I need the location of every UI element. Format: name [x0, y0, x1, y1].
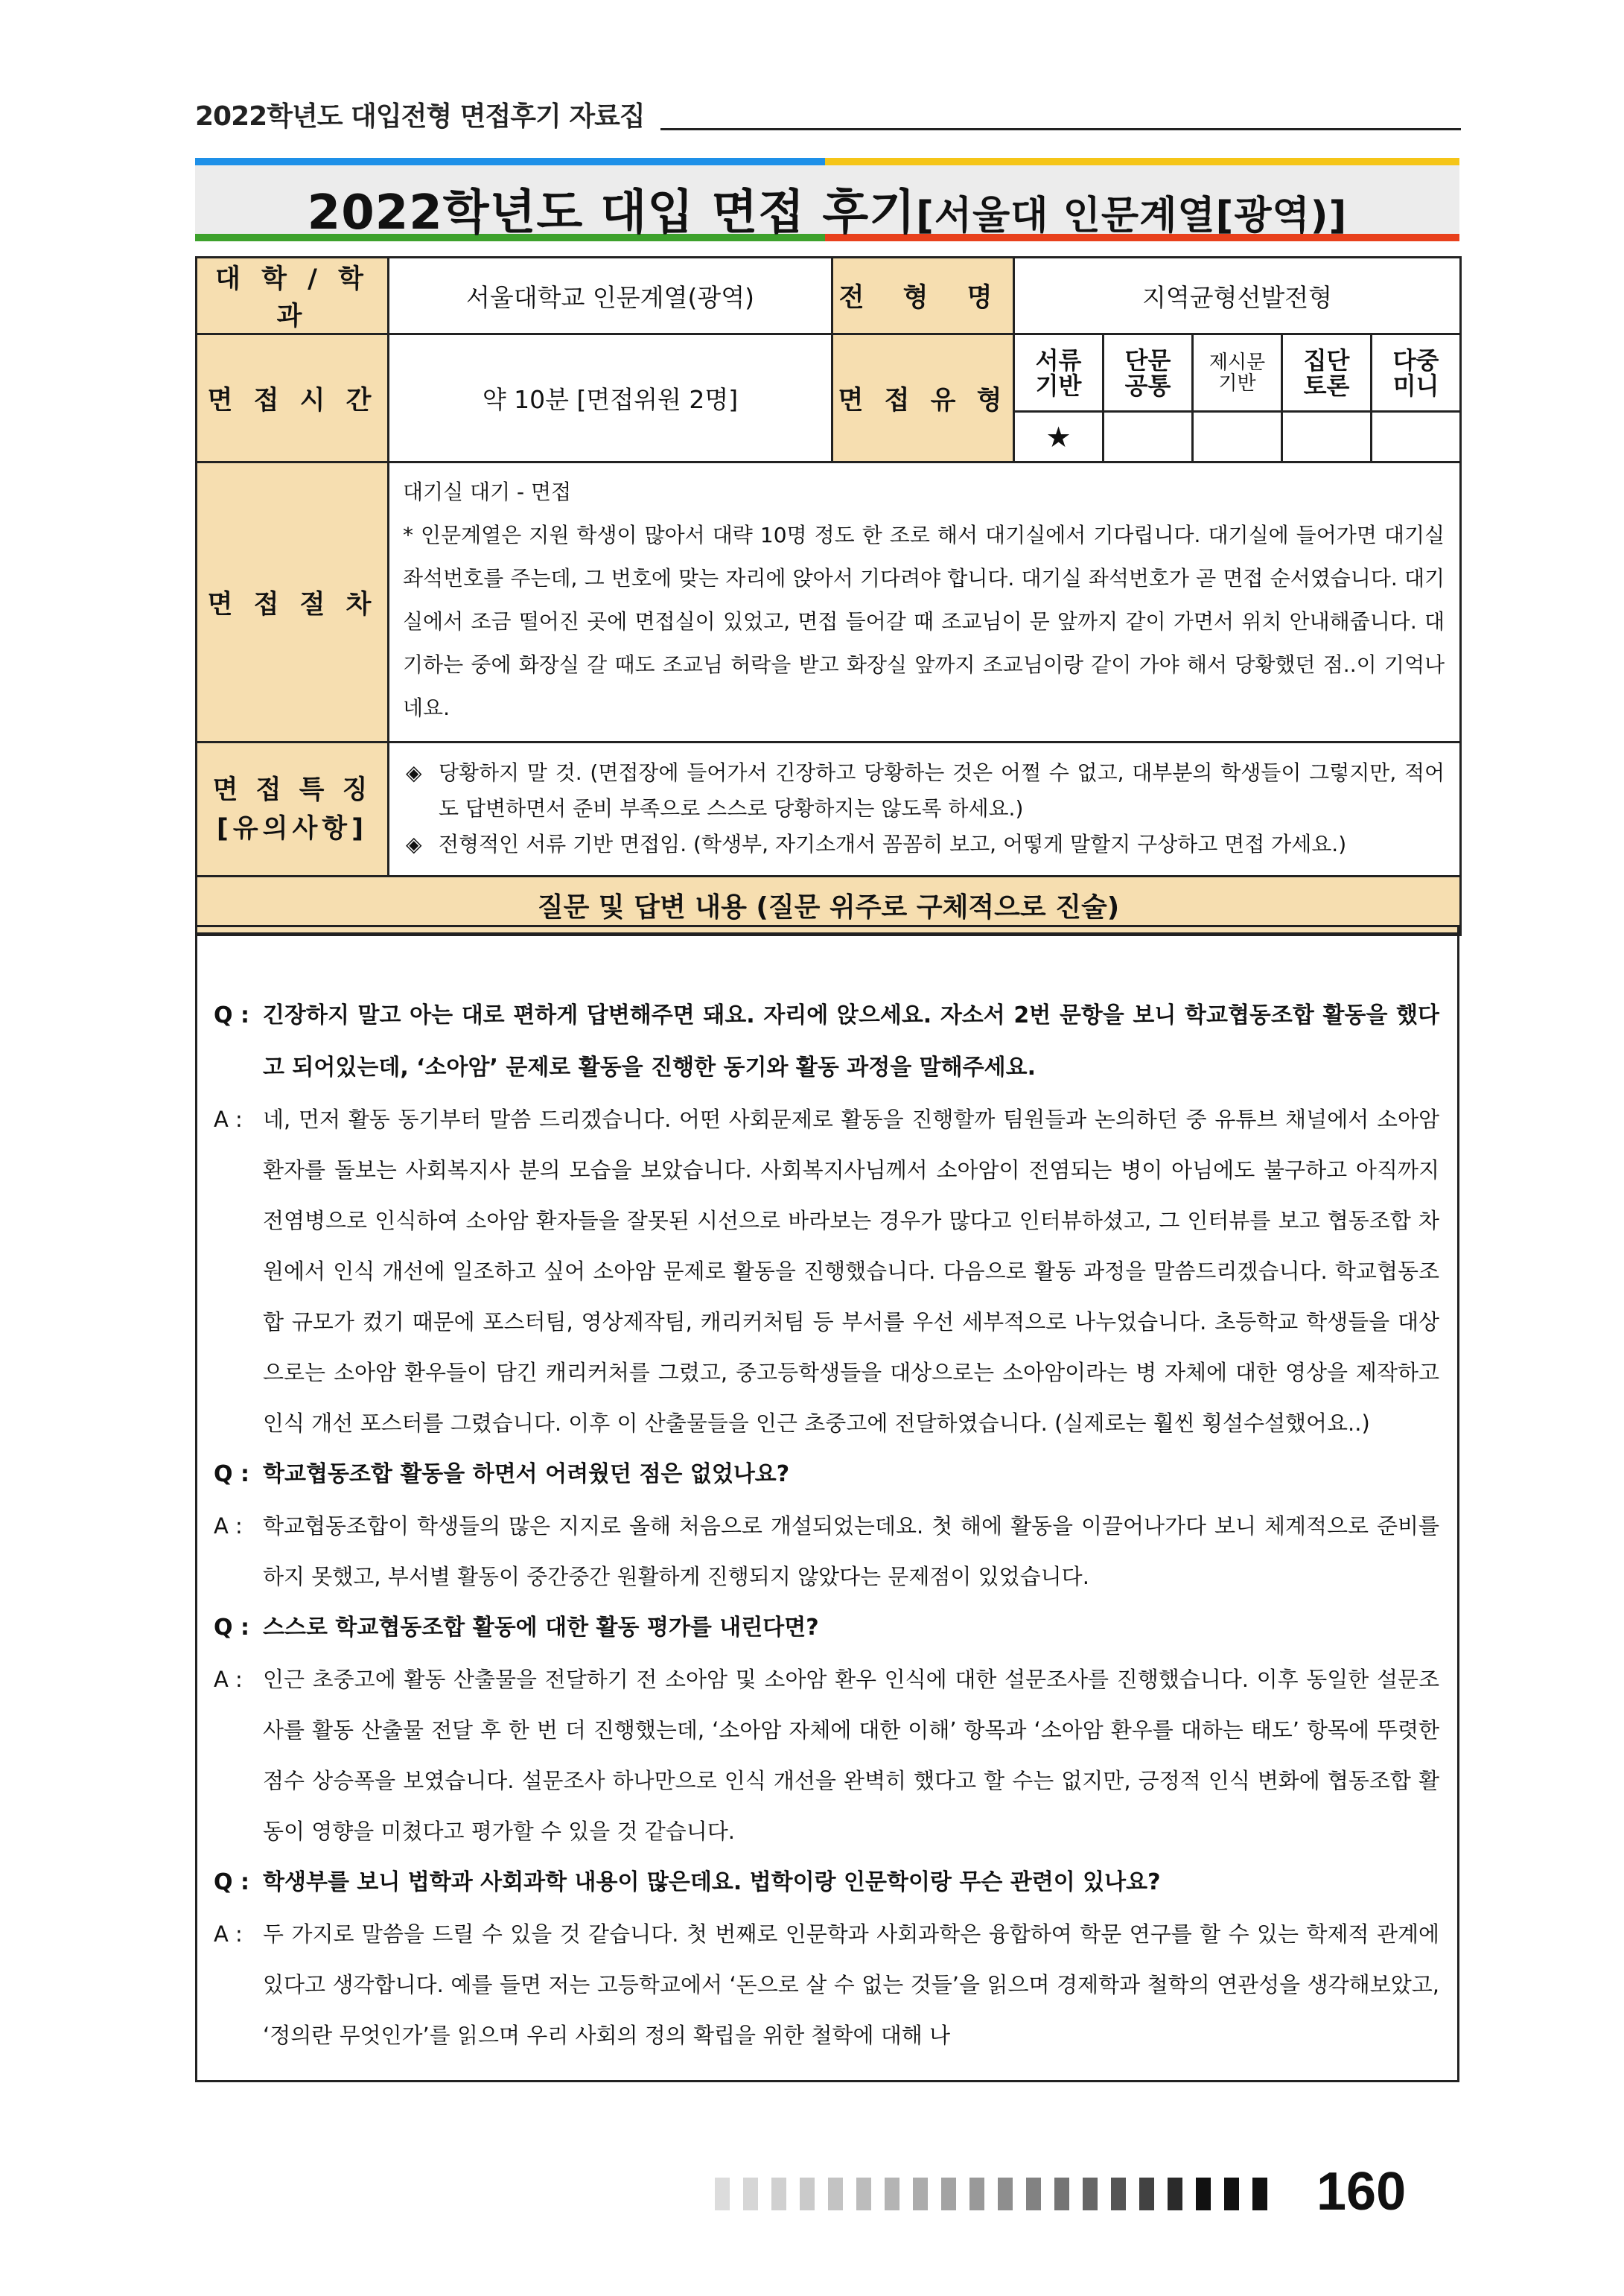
page-title-sub: [서울대 인문계열[광역)]: [916, 194, 1348, 238]
interview-type-mark: ★: [1014, 412, 1104, 462]
qa-box: [195, 925, 1459, 2082]
question-marker: Q :: [214, 1615, 249, 1641]
answer-text: 인근 초중고에 활동 산출물을 전달하기 전 소아암 및 소아암 환우 인식에 대한 설문조사를 진행했습니다. 이후 동일한 설문조사를 활동 산출물 전달 후 한 번 더 진행했는데, ‘소아암 자체에 대한 이해’ 항목과 ‘소아암 환우를 대하는 태도’ 항목에 뚜렷한 점수 상승폭을 보였습니다. 설문조사 하나만으로 인식 개선을 완벽히 했다고 할 수는 없지만, 긍정적 인식 변화에 협동조합 활동이 영향을 미쳤다고 평가할 수 있을 것 같습니다.: [263, 1667, 1439, 1844]
question-item: [214, 1448, 1439, 1501]
question-text: 학생부를 보니 법학과 사회과학 내용이 많은데요. 법학이랑 인문학이랑 무슨 관련이 있나요?: [263, 1869, 1161, 1895]
diamond-bullet-icon: ◈: [406, 832, 422, 856]
interview-type-mark: [1104, 412, 1193, 462]
features-text: [389, 742, 1461, 877]
interview-type-option: 제시문 기반: [1193, 334, 1282, 412]
interview-time-label: 면 접 시 간: [197, 334, 389, 462]
procedure-line: * 인문계열은 지원 학생이 많아서 대략 10명 정도 한 조로 해서 대기실에서 기다립니다. 대기실에 들어가면 대기실 좌석번호를 주는데, 그 번호에 맞는 자리에 앉아서 기다려야 합니다. 대기실 좌석번호가 곧 면접 순서였습니다. 대기실에서 조금 떨어진 곳에 면접실이 있었고, 면접 들어갈 때 조교님이 문 앞까지 같이 가면서 위치 안내해줍니다. 대기하는 중에 화장실 갈 때도 조교님 허락을 받고 화장실 앞까지 조교님이랑 같이 가야 해서 당황했던 점..이 기억나네요.: [403, 523, 1445, 720]
question-text: 학교협동조합 활동을 하면서 어려웠던 점은 없었나요?: [263, 1461, 790, 1487]
feature-item: ◈ 전형적인 서류 기반 면접임. (학생부, 자기소개서 꼼꼼히 보고, 어떻게 말할지 구상하고 면접 가세요.): [406, 827, 1445, 862]
dept-value: 서울대학교 인문계열(광역): [389, 258, 832, 334]
footer-block: [715, 2178, 730, 2210]
question-marker: Q :: [214, 1869, 249, 1895]
footer-block: [856, 2178, 871, 2210]
footer-block: [1139, 2178, 1154, 2210]
question-marker: Q :: [214, 1461, 249, 1487]
page-number: 160: [1316, 2162, 1407, 2222]
info-table: [195, 256, 1462, 936]
admission-type-value: 지역균형선발전형: [1014, 258, 1461, 334]
answer-marker: A :: [214, 1667, 243, 1692]
interview-time-value: 약 10분 [면접위원 2명]: [389, 334, 832, 462]
interview-type-option: 집단 토론: [1282, 334, 1372, 412]
procedure-text: [389, 462, 1461, 742]
footer-block: [800, 2178, 815, 2210]
footer-block: [1224, 2178, 1239, 2210]
footer-block: [771, 2178, 786, 2210]
interview-type-mark: [1282, 412, 1372, 462]
question-item: [214, 1857, 1439, 1909]
page-title-main: 2022학년도 대입 면접 후기: [307, 185, 917, 241]
footer-block: [1168, 2178, 1182, 2210]
question-item: [214, 1602, 1439, 1654]
interview-type-mark: [1372, 412, 1461, 462]
answer-marker: A :: [214, 1921, 243, 1947]
running-header: [195, 95, 1461, 134]
answer-item: [214, 1094, 1439, 1448]
running-header-rule: [660, 128, 1461, 130]
qa-list: [214, 990, 1439, 2061]
procedure-line: 대기실 대기 - 면접: [403, 480, 572, 504]
interview-type-label: 면 접 유 형: [832, 334, 1014, 462]
features-label: 면 접 특 징 [유의사항]: [197, 742, 389, 877]
dept-label: 대 학 / 학 과: [197, 258, 389, 334]
answer-item: [214, 1654, 1439, 1857]
footer-block: [1196, 2178, 1211, 2210]
interview-type-option: 단문 공통: [1104, 334, 1193, 412]
footer-block: [1252, 2178, 1267, 2210]
answer-item: [214, 1909, 1439, 2061]
footer-block: [1054, 2178, 1069, 2210]
footer-block: [998, 2178, 1013, 2210]
footer-block: [1083, 2178, 1098, 2210]
procedure-label: 면 접 절 차: [197, 462, 389, 742]
answer-text: 네, 먼저 활동 동기부터 말씀 드리겠습니다. 어떤 사회문제로 활동을 진행할까 팀원들과 논의하던 중 유튜브 채널에서 소아암 환자를 돌보는 사회복지사 분의 모습을 보았습니다. 사회복지사님께서 소아암이 전염되는 병이 아님에도 불구하고 아직까지 전염병으로 인식하여 소아암 환자들을 잘못된 시선으로 바라보는 경우가 많다고 인터뷰하셨고, 그 인터뷰를 보고 협동조합 차원에서 인식 개선에 일조하고 싶어 소아암 문제로 활동을 진행했습니다. 다음으로 활동 과정을 말씀드리겠습니다. 학교협동조합 규모가 컸기 때문에 포스터팀, 영상제작팀, 캐리커처팀 등 부서를 우선 세부적으로 나누었습니다. 초등학교 학생들을 대상으로는 소아암 환우들이 담긴 캐리커처를 그렸고, 중고등학생들을 대상으로는 소아암이라는 병 자체에 대한 영상을 제작하고 인식 개선 포스터를 그렸습니다. 이후 이 산출물들을 인근 초중고에 전달하였습니다. (실제로는 훨씬 횡설수설했어요..): [263, 1107, 1439, 1436]
interview-type-mark: [1193, 412, 1282, 462]
footer-block: [913, 2178, 928, 2210]
qa-header: 질문 및 답변 내용 (질문 위주로 구체적으로 진술): [197, 877, 1461, 935]
question-marker: Q :: [214, 1002, 249, 1028]
footer-block: [941, 2178, 956, 2210]
answer-marker: A :: [214, 1107, 243, 1132]
title-banner: [195, 158, 1459, 241]
footer-block: [885, 2178, 899, 2210]
diamond-bullet-icon: ◈: [406, 760, 422, 785]
footer-block: [969, 2178, 984, 2210]
answer-text: 학교협동조합이 학생들의 많은 지지로 올해 처음으로 개설되었는데요. 첫 해에 활동을 이끌어나가다 보니 체계적으로 준비를 하지 못했고, 부서별 활동이 중간중간 원활하게 진행되지 않았다는 문제점이 있었습니다.: [263, 1513, 1439, 1589]
footer-block: [1026, 2178, 1041, 2210]
interview-type-option: 서류 기반: [1014, 334, 1104, 412]
admission-type-label: 전 형 명: [832, 258, 1014, 334]
feature-item: ◈ 당황하지 말 것. (면접장에 들어가서 긴장하고 당황하는 것은 어쩔 수 없고, 대부분의 학생들이 그렇지만, 적어도 답변하면서 준비 부족으로 스스로 당황하지는 않도록 하세요.): [406, 755, 1445, 827]
question-text: 스스로 학교협동조합 활동에 대한 활동 평가를 내린다면?: [263, 1615, 819, 1641]
interview-type-option: 다중 미니: [1372, 334, 1461, 412]
question-text: 긴장하지 말고 아는 대로 편하게 답변해주면 돼요. 자리에 앉으세요. 자소서 2번 문항을 보니 학교협동조합 활동을 했다고 되어있는데, ‘소아암’ 문제로 활동을 진행한 동기와 활동 과정을 말해주세요.: [263, 1002, 1439, 1081]
answer-marker: A :: [214, 1513, 243, 1539]
footer-block: [828, 2178, 843, 2210]
footer-block: [743, 2178, 758, 2210]
answer-item: [214, 1501, 1439, 1602]
page-footer: [715, 2161, 1459, 2228]
footer-block: [1111, 2178, 1126, 2210]
page-title: [195, 174, 1459, 243]
answer-text: 두 가지로 말씀을 드릴 수 있을 것 같습니다. 첫 번째로 인문학과 사회과학은 융합하여 학문 연구를 할 수 있는 학제적 관계에 있다고 생각합니다. 예를 들면 저는 고등학교에서 ‘돈으로 살 수 없는 것들’을 읽으며 경제학과 철학의 연관성을 생각해보았고, ‘정의란 무엇인가’를 읽으며 우리 사회의 정의 확립을 위한 철학에 대해 나: [263, 1921, 1439, 2048]
question-item: [214, 990, 1439, 1094]
running-header-title: 2022학년도 대입전형 면접후기 자료집: [195, 101, 645, 132]
